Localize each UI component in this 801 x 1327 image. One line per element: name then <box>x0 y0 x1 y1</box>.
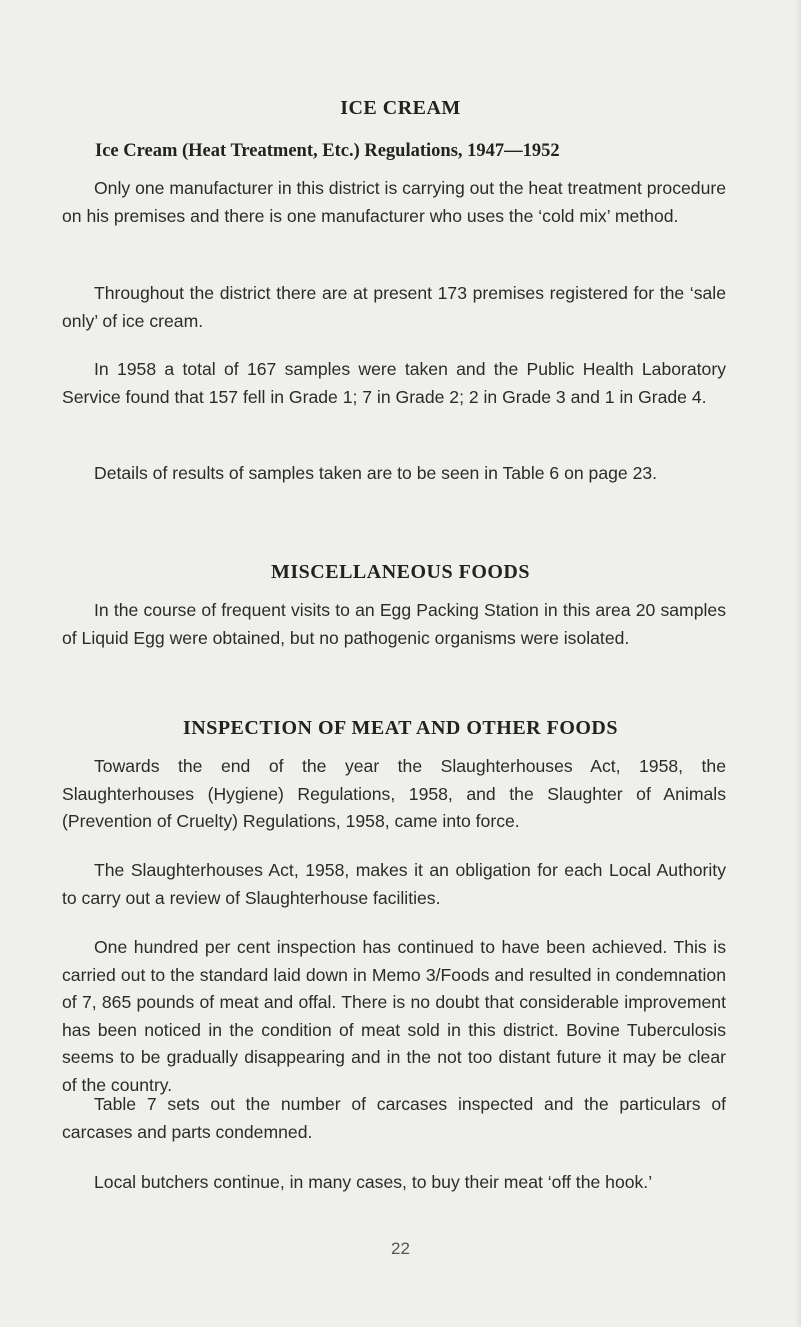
miscellaneous-foods-heading: MISCELLANEOUS FOODS <box>271 561 530 583</box>
inspection-paragraph-2: The Slaughterhouses Act, 1958, makes it an obligation for each Local Authority to carry out a review of Slaughterhouse facilities. <box>62 860 726 908</box>
ice-cream-regulations-subheading: Ice Cream (Heat Treatment, Etc.) Regulations, 1947—1952 <box>95 141 560 161</box>
inspection-paragraph-4: Table 7 sets out the number of carcases inspected and the particulars of carcases and parts condemned. <box>62 1094 726 1142</box>
ice-cream-paragraph-4: Details of results of samples taken are to be seen in Table 6 on page 23. <box>94 463 658 483</box>
inspection-heading: INSPECTION OF MEAT AND OTHER FOODS <box>182 717 619 739</box>
miscellaneous-foods-paragraph-1: In the course of frequent visits to an Egg Packing Station in this area 20 samples of Liquid Egg were obtained, but no pathogenic organisms were isolated. <box>62 600 726 648</box>
ice-cream-paragraph-2: Throughout the district there are at present 173 premises registered for the ‘sale only’ of ice cream. <box>62 283 726 331</box>
page-number: 22 <box>391 1239 410 1258</box>
inspection-paragraph-5: Local butchers continue, in many cases, to buy their meat ‘off the hook.’ <box>94 1172 653 1192</box>
ice-cream-paragraph-1: Only one manufacturer in this district is carrying out the heat treatment procedure on his premises and there is one manufacturer who uses the ‘cold mix’ method. <box>62 178 726 226</box>
inspection-paragraph-1: Towards the end of the year the Slaughterhouses Act, 1958, the Slaughterhouses (Hygiene) Regulations, 1958, and the Slaughter of Animals (Prevention of Cruelty) Regulations, 1958, came into force. <box>62 756 726 831</box>
ice-cream-heading: ICE CREAM <box>340 97 461 119</box>
ice-cream-paragraph-3: In 1958 a total of 167 samples were taken and the Public Health Laboratory Service found that 157 fell in Grade 1; 7 in Grade 2; 2 in Grade 3 and 1 in Grade 4. <box>62 359 726 407</box>
inspection-paragraph-3: One hundred per cent inspection has continued to have been achieved. This is carried out to the standard laid down in Memo 3/Foods and resulted in condemnation of 7, 865 pounds of meat and offal. There is no doubt that considerable improvement has been noticed in the condition of meat sold in this district. Bovine Tuberculosis seems to be gradually disappearing and in the not too distant future it may be clear of the country. <box>62 937 726 1095</box>
page-edge-shadow <box>795 0 801 1327</box>
